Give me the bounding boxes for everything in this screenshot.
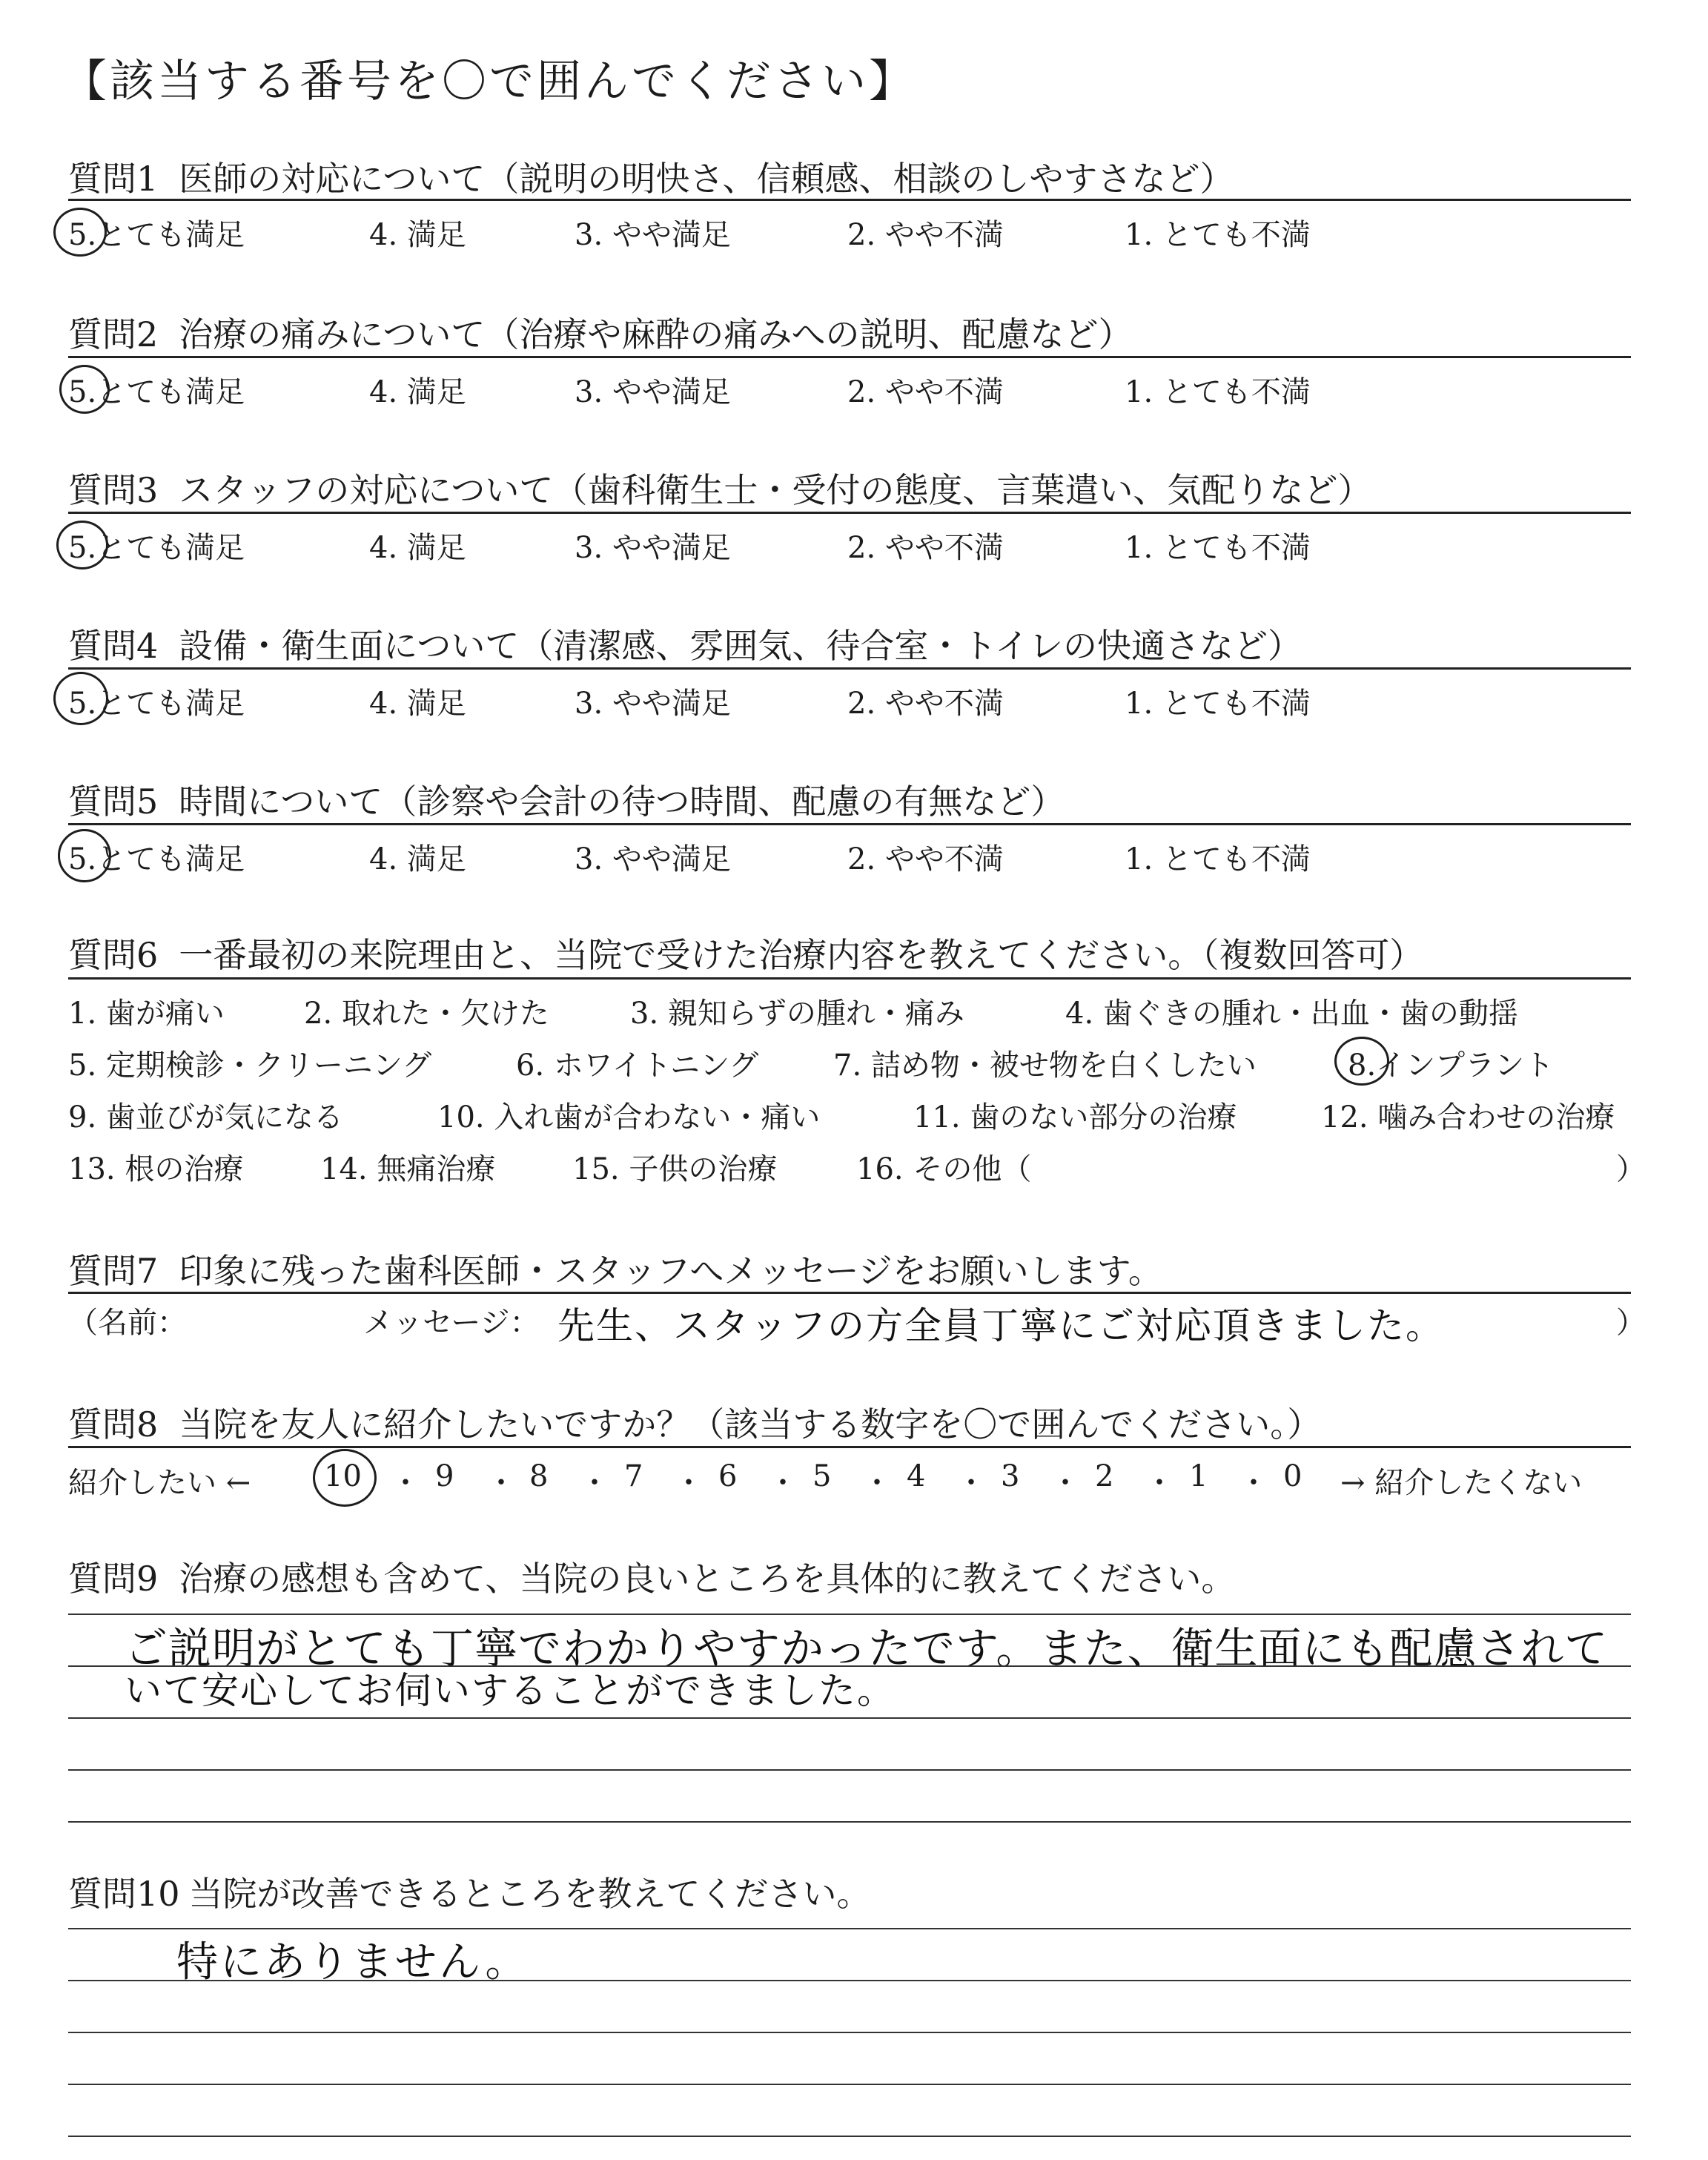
rating-option-3[interactable]: 3. やや満足: [575, 218, 731, 252]
reason-option-5[interactable]: 5. 定期検診・クリーニング: [68, 1048, 432, 1083]
rating-option-1[interactable]: 1. とても不満: [1125, 687, 1311, 721]
rating-option-1[interactable]: 1. とても不満: [1125, 531, 1311, 565]
reason-option-11[interactable]: 11. 歯のない部分の治療: [913, 1100, 1237, 1135]
rating-option-3[interactable]: 3. やや満足: [575, 531, 731, 565]
question-9: [68, 1552, 1235, 1601]
answer-line: [68, 1769, 1631, 1771]
recommend-separator: ・: [956, 1466, 986, 1500]
reason-option-3[interactable]: 3. 親知らずの腫れ・痛み: [630, 997, 964, 1031]
recommend-score-0[interactable]: 0: [1283, 1459, 1302, 1493]
reason-other-close: ）: [1616, 1152, 1646, 1186]
question-4: [68, 619, 1302, 668]
answer-rule: [68, 512, 1631, 514]
answer-rule: [68, 1292, 1631, 1294]
question-8: [68, 1398, 1321, 1447]
question-5: [68, 775, 1065, 824]
question-text: 治療の感想も含めて、当院の良いところを具体的に教えてください。: [179, 1559, 1236, 1599]
recommend-right-label: → 紹介したくない: [1340, 1466, 1583, 1500]
question-text: 当院が改善できるところを教えてください。: [188, 1874, 871, 1914]
question-number: 質問8: [68, 1404, 159, 1444]
recommend-left-label: 紹介したい ←: [68, 1466, 251, 1500]
recommend-score-1[interactable]: 1: [1189, 1459, 1208, 1493]
recommend-separator: ・: [486, 1466, 516, 1500]
rating-option-2[interactable]: 2. やや不満: [847, 842, 1004, 876]
rating-option-2[interactable]: 2. やや不満: [847, 218, 1004, 252]
question-number: 質問1: [68, 159, 159, 199]
answer-line: [68, 1821, 1631, 1823]
question-6: [68, 928, 1423, 977]
question-number: 質問10: [68, 1874, 180, 1914]
rating-option-2[interactable]: 2. やや不満: [847, 375, 1004, 409]
recommend-score-7[interactable]: 7: [624, 1459, 643, 1493]
answer-rule: [68, 356, 1631, 358]
rating-option-4[interactable]: 4. 満足: [369, 375, 466, 409]
question-text: 時間について（診察や会計の待つ時間、配慮の有無など）: [179, 782, 1065, 822]
answer-line: [68, 1717, 1631, 1719]
recommend-score-2[interactable]: 2: [1095, 1459, 1114, 1493]
rating-option-5[interactable]: 5.とても満足: [68, 842, 245, 876]
answer-rule: [68, 1446, 1631, 1448]
question-number: 質問9: [68, 1559, 159, 1599]
question-number: 質問5: [68, 782, 159, 822]
answer-rule: [68, 199, 1631, 201]
rating-option-3[interactable]: 3. やや満足: [575, 842, 731, 876]
recommend-separator: ・: [1050, 1466, 1080, 1500]
reason-option-1[interactable]: 1. 歯が痛い: [68, 997, 225, 1031]
reason-option-13[interactable]: 13. 根の治療: [68, 1152, 244, 1186]
recommend-separator: ・: [391, 1466, 420, 1500]
question-7: [68, 1244, 1162, 1293]
question-number: 質問6: [68, 935, 159, 975]
reason-option-12[interactable]: 12. 噛み合わせの治療: [1321, 1100, 1615, 1135]
message-label: メッセージ：: [363, 1306, 540, 1340]
question-2: [68, 308, 1132, 357]
recommend-score-8[interactable]: 8: [529, 1459, 549, 1493]
reason-option-4[interactable]: 4. 歯ぐきの腫れ・出血・歯の動揺: [1065, 997, 1518, 1031]
rating-option-4[interactable]: 4. 満足: [369, 842, 466, 876]
rating-option-5[interactable]: 5.とても満足: [68, 687, 245, 721]
page-title: 【該当する番号を〇で囲んでください】: [62, 56, 916, 108]
rating-option-4[interactable]: 4. 満足: [369, 687, 466, 721]
rating-option-5[interactable]: 5.とても満足: [68, 531, 245, 565]
reason-option-7[interactable]: 7. 詰め物・被せ物を白くしたい: [833, 1048, 1257, 1083]
question-number: 質問7: [68, 1251, 159, 1291]
question-text: 一番最初の来院理由と、当院で受けた治療内容を教えてください。（複数回答可）: [179, 935, 1424, 975]
question-number: 質問4: [68, 626, 159, 666]
recommend-separator: ・: [768, 1466, 798, 1500]
recommend-separator: ・: [862, 1466, 892, 1500]
question-text: 治療の痛みについて（治療や麻酔の痛みへの説明、配慮など）: [179, 314, 1133, 354]
answer-rule: [68, 667, 1631, 670]
answer-line: [68, 2084, 1631, 2085]
reason-option-16[interactable]: 16. その他（: [856, 1152, 1032, 1186]
rating-option-5[interactable]: 5.とても満足: [68, 375, 245, 409]
recommend-score-5[interactable]: 5: [812, 1459, 832, 1493]
recommend-separator: ・: [1239, 1466, 1268, 1500]
question-text: 当院を友人に紹介したいですか？（該当する数字を〇で囲んでください。）: [179, 1404, 1322, 1444]
question-number: 質問3: [68, 470, 159, 510]
recommend-score-6[interactable]: 6: [718, 1459, 738, 1493]
question-number: 質問2: [68, 314, 159, 354]
recommend-score-10[interactable]: 10: [324, 1459, 362, 1493]
question-text: スタッフの対応について（歯科衛生士・受付の態度、言葉遣い、気配りなど）: [179, 470, 1372, 510]
recommend-score-9[interactable]: 9: [435, 1459, 454, 1493]
recommend-separator: ・: [580, 1466, 609, 1500]
rating-option-2[interactable]: 2. やや不満: [847, 531, 1004, 565]
reason-option-15[interactable]: 15. 子供の治療: [572, 1152, 778, 1186]
reason-option-9[interactable]: 9. 歯並びが気になる: [68, 1100, 343, 1135]
reason-option-10[interactable]: 10. 入れ歯が合わない・痛い: [437, 1100, 821, 1135]
reason-option-2[interactable]: 2. 取れた・欠けた: [304, 997, 549, 1031]
question-10: [68, 1867, 871, 1916]
answer-rule: [68, 823, 1631, 825]
answer-line: [68, 1980, 1631, 1981]
question-text: 設備・衛生面について（清潔感、雰囲気、待合室・トイレの快適さなど）: [179, 626, 1302, 666]
question-1: [68, 152, 1234, 201]
rating-option-5[interactable]: 5.とても満足: [68, 218, 245, 252]
rating-option-4[interactable]: 4. 満足: [369, 218, 466, 252]
reason-option-8[interactable]: 8.インプラント: [1348, 1048, 1555, 1083]
answer-line: [68, 2136, 1631, 2137]
name-label: （名前：: [68, 1306, 187, 1340]
question-text: 医師の対応について（説明の明快さ、信頼感、相談のしやすさなど）: [179, 159, 1234, 199]
answer-9-line-1[interactable]: ご説明がとても丁寧でわかりやすかったです。また、衛生面にも配慮されて: [125, 1623, 1609, 1674]
message-close: ）: [1616, 1306, 1646, 1340]
answer-9-line-2[interactable]: いて安心してお伺いすることができました。: [125, 1669, 896, 1712]
reason-option-6[interactable]: 6. ホワイトニング: [516, 1048, 759, 1083]
rating-option-1[interactable]: 1. とても不満: [1125, 218, 1311, 252]
answer-line: [68, 2032, 1631, 2033]
recommend-separator: ・: [674, 1466, 704, 1500]
recommend-score-4[interactable]: 4: [907, 1459, 926, 1493]
answer-10-line-1[interactable]: 特にありません。: [176, 1938, 529, 1986]
recommend-separator: ・: [1145, 1466, 1174, 1500]
message-handwritten[interactable]: 先生、スタッフの方全員丁寧にご対応頂きました。: [557, 1304, 1444, 1347]
question-3: [68, 463, 1371, 512]
rating-option-3[interactable]: 3. やや満足: [575, 687, 731, 721]
recommend-score-3[interactable]: 3: [1001, 1459, 1020, 1493]
reason-option-14[interactable]: 14. 無痛治療: [320, 1152, 496, 1186]
rating-option-1[interactable]: 1. とても不満: [1125, 842, 1311, 876]
rating-option-4[interactable]: 4. 満足: [369, 531, 466, 565]
rating-option-2[interactable]: 2. やや不満: [847, 687, 1004, 721]
answer-rule: [68, 977, 1631, 980]
question-text: 印象に残った歯科医師・スタッフへメッセージをお願いします。: [179, 1251, 1162, 1291]
rating-option-3[interactable]: 3. やや満足: [575, 375, 731, 409]
rating-option-1[interactable]: 1. とても不満: [1125, 375, 1311, 409]
